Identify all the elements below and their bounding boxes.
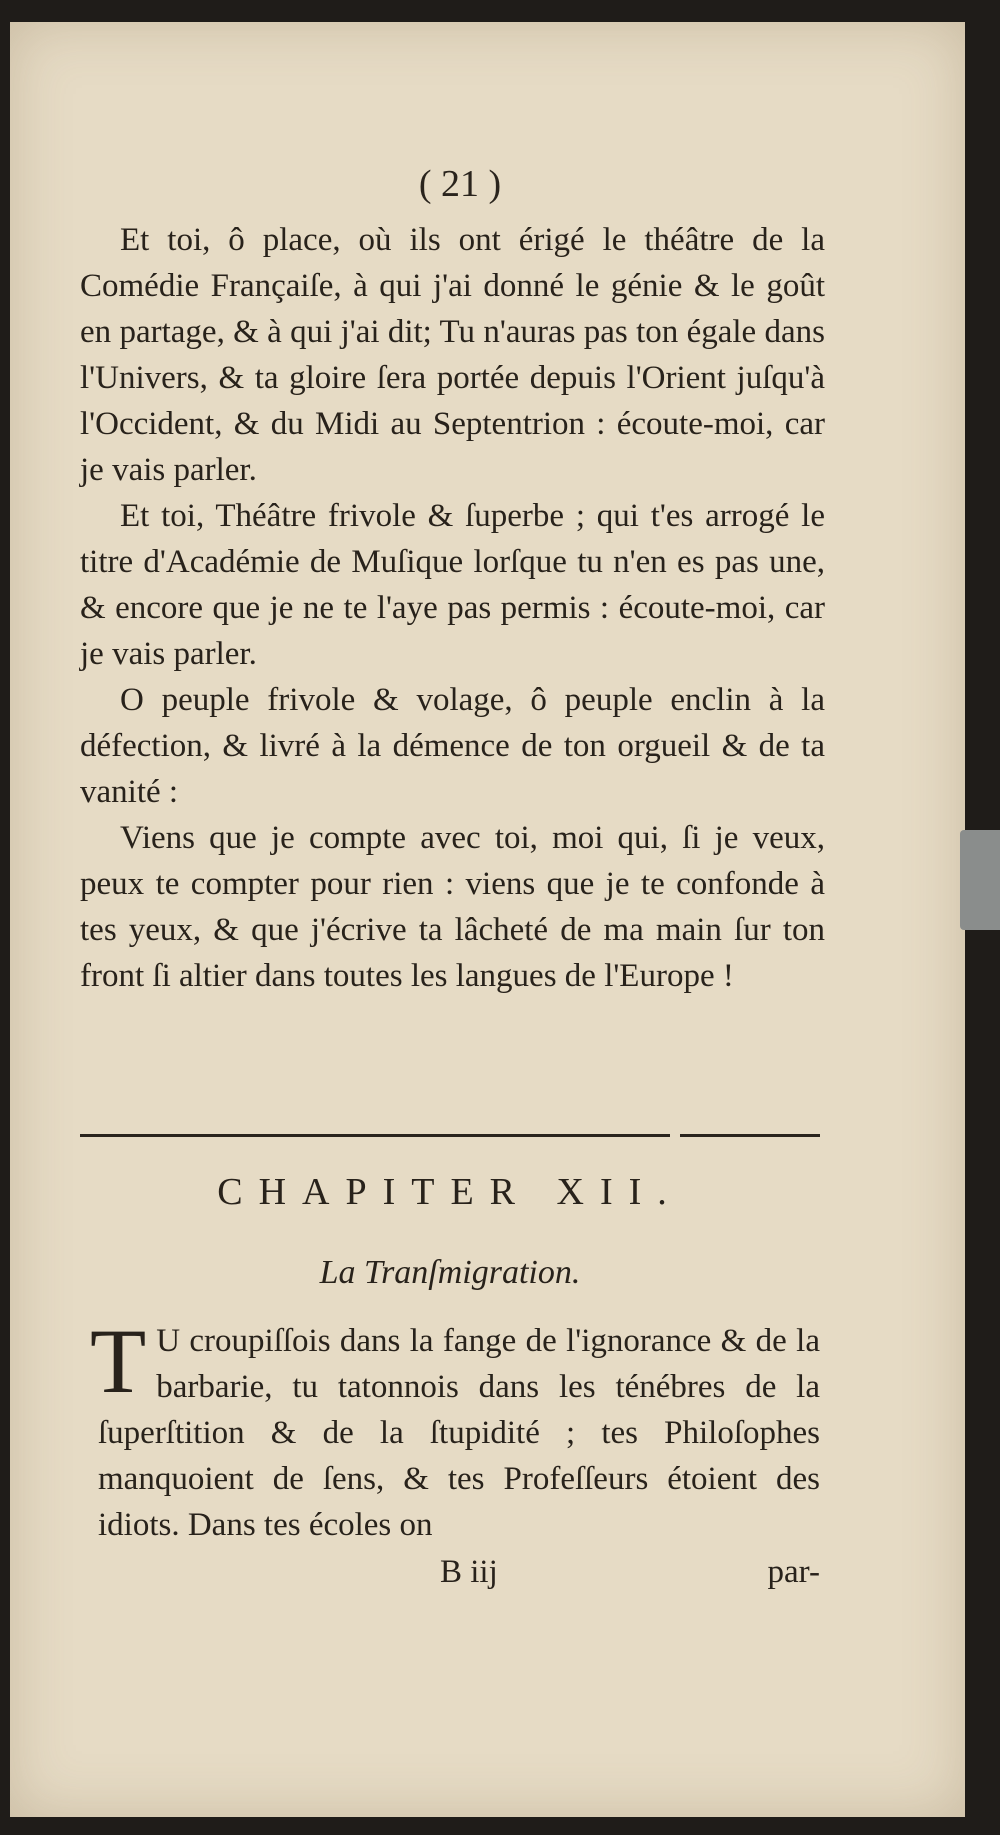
- body-text: [80, 217, 825, 999]
- paragraph: Et toi, Théâtre frivole & ſuperbe ; qui t'es arrogé le titre d'Académie de Muſique lorſque tu n'en es pas une, & encore que je ne te l'aye pas permis : écoute-moi, car je vais parler.: [80, 498, 825, 672]
- chapter-heading: CHAPITER XII.: [217, 1171, 683, 1213]
- page-tab: [960, 830, 1000, 930]
- rule-line: [680, 1134, 820, 1137]
- paragraph: Viens que je compte avec toi, moi qui, ſi je veux, peux te compter pour rien : viens que je te confonde à tes yeux, & que j'écrive ta lâcheté de ma main ſur ton front ſi altier dans toutes les langues de l'Europe !: [80, 820, 825, 994]
- section-rule: [80, 1134, 820, 1144]
- page-number: ( 21 ): [418, 163, 502, 205]
- chapter-text: [90, 1310, 820, 1548]
- book-page: [10, 22, 965, 1817]
- drop-cap: T: [90, 1310, 147, 1412]
- rule-line: [80, 1134, 670, 1137]
- paragraph: Et toi, ô place, où ils ont érigé le théâtre de la Comédie Françaiſe, à qui j'ai donné le génie & le goût en partage, & à qui j'ai dit; Tu n'auras pas ton égale dans l'Univers, & ta gloire ſera portée depuis l'Orient juſqu'à l'Occident, & du Midi au Septentrion : écoute-moi, car je vais parler.: [80, 222, 825, 488]
- chapter-subtitle: La Tranſmigration.: [319, 1254, 581, 1291]
- chapter-paragraph: U croupiſſois dans la fange de l'ignorance & de la barbarie, tu tatonnois dans les ténébres de la ſuperſtition & de la ſtupidité ; tes Philoſophes manquoient de ſens, & tes Profeſſeurs étoient des idiots. Dans tes écoles on: [98, 1323, 820, 1543]
- signature-mark: B iij: [440, 1554, 498, 1590]
- paragraph: O peuple frivole & volage, ô peuple enclin à la défection, & livré à la démence de ton orgueil & de ta vanité :: [80, 682, 825, 810]
- catchword: par-: [767, 1554, 820, 1590]
